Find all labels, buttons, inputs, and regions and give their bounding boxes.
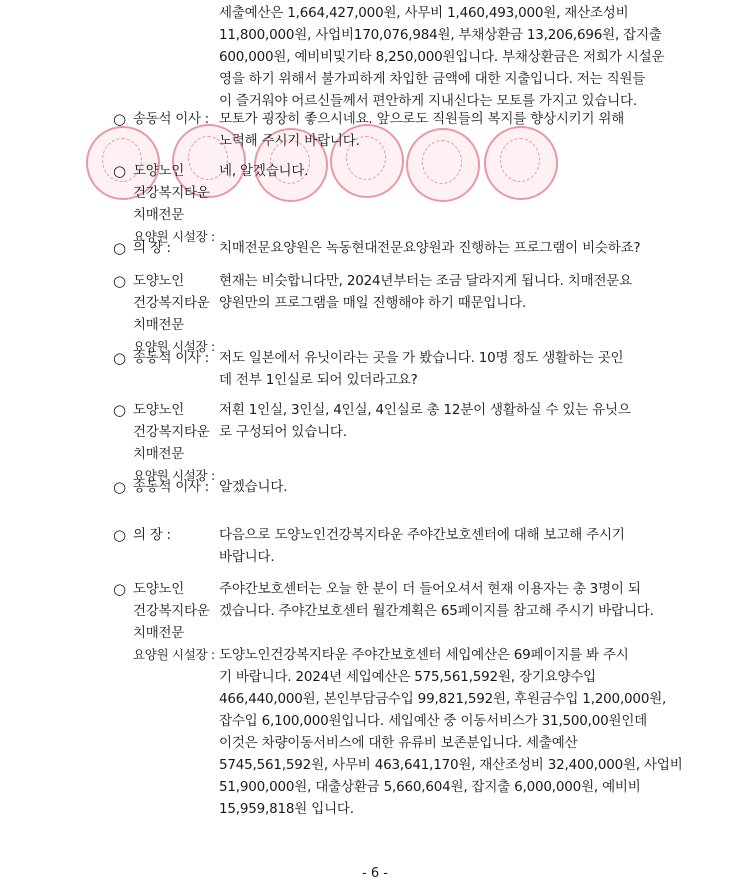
speaker-label: 의 장 : <box>133 240 171 256</box>
statement-line: 모토가 굉장히 좋으시네요. 앞으로도 직원들의 복지를 향상시키기 위해 <box>219 111 625 127</box>
statement-line: 이 즐거워야 어르신들께서 편안하게 지내신다는 모토를 가지고 있습니다. <box>219 93 637 109</box>
seal-stamp <box>406 128 480 202</box>
speaker-label: 송동석 이사 : <box>133 350 209 366</box>
speaker-label: 요양원 시설장 : <box>133 339 215 354</box>
statement-line: 알겠습니다. <box>219 479 288 495</box>
bullet-circle: ○ <box>113 478 127 496</box>
speaker-label: 치매전문 <box>133 625 184 641</box>
statement-line: 겠습니다. 주야간보호센터 월간계획은 65페이지를 참고해 주시기 바랍니다. <box>219 603 654 619</box>
statement-line: 다음으로 도양노인건강복지타운 주야간보호센터에 대해 보고해 주시기 <box>219 527 625 543</box>
statement-line: 이것은 차량이동서비스에 대한 유류비 보존분입니다. 세출예산 <box>219 735 578 751</box>
statement-line: 로 구성되어 있습니다. <box>219 424 347 440</box>
statement-line: 기 바랍니다. 2024년 세입예산은 575,561,592원, 장기요양수입 <box>219 669 597 685</box>
bullet-circle: ○ <box>113 272 127 290</box>
statement-line: 바랍니다. <box>219 549 275 565</box>
speaker-label: 도양노인 <box>133 273 184 289</box>
statement-line: 600,000원, 예비비및기타 8,250,000원입니다. 부채상환금은 저희가 시설운 <box>219 49 665 65</box>
page-number: - 6 - <box>362 866 388 881</box>
bullet-circle: ○ <box>113 526 127 544</box>
speaker-label: 건강복지타운 <box>133 603 210 619</box>
statement-line: 주야간보호센터는 오늘 한 분이 더 들어오셔서 현재 이용자는 총 3명이 되 <box>219 581 641 597</box>
speaker-label: 건강복지타운 <box>133 295 210 311</box>
speaker-label: 의 장 : <box>133 527 171 543</box>
statement-line: 네, 알겠습니다. <box>219 163 309 179</box>
bullet-circle: ○ <box>113 110 127 128</box>
bullet-circle: ○ <box>113 580 127 598</box>
statement-line: 466,440,000원, 본인부담금수입 99,821,592원, 후원금수입 1,200,000원, <box>219 691 667 707</box>
speaker-label: 송동석 이사 : <box>133 479 209 495</box>
statement-line: 저흰 1인실, 3인실, 4인실, 4인실로 총 12분이 생활하실 수 있는 유닛으 <box>219 402 631 418</box>
bullet-circle: ○ <box>113 162 127 180</box>
bullet-circle: ○ <box>113 349 127 367</box>
statement-line: 치매전문요양원은 녹동현대전문요양원과 진행하는 프로그램이 비슷하죠? <box>219 240 641 256</box>
statement-line: 11,800,000원, 사업비170,076,984원, 부채상환금 13,206,696원, 잡지출 <box>219 27 662 43</box>
speaker-label: 건강복지타운 <box>133 424 210 440</box>
speaker-label: 도양노인 <box>133 402 184 418</box>
statement-line: 양원만의 프로그램을 매일 진행해야 하기 때문입니다. <box>219 295 527 311</box>
speaker-label: 요양원 시설장 : <box>133 229 215 244</box>
statement-line: 현재는 비슷합니다만, 2024년부터는 조금 달라지게 됩니다. 치매전문요 <box>219 273 632 289</box>
statement-line: 잡수입 6,100,000원입니다. 세입예산 중 이동서비스가 31,500,00원인데 <box>219 713 648 729</box>
speaker-label: 요양원 시설장 : <box>133 647 215 662</box>
statement-line: 도양노인건강복지타운 주야간보호센터 세입예산은 69페이지를 봐 주시 <box>219 647 629 663</box>
speaker-label: 치매전문 <box>133 446 184 462</box>
statement-line: 15,959,818원 입니다. <box>219 801 354 817</box>
seal-stamp <box>484 126 558 200</box>
speaker-label: 도양노인 <box>133 163 184 179</box>
statement-line: 노력해 주시기 바랍니다. <box>219 133 360 149</box>
statement-line: 영을 하기 위해서 불가피하게 차입한 금액에 대한 지출입니다. 저는 직원들 <box>219 71 646 87</box>
speaker-label: 요양원 시설장 : <box>133 468 215 483</box>
speaker-label: 치매전문 <box>133 317 184 333</box>
statement-line: 데 전부 1인실로 되어 있더라고요? <box>219 372 418 388</box>
bullet-circle: ○ <box>113 239 127 257</box>
statement-line: 5745,561,592원, 사무비 463,641,170원, 재산조성비 32,400,000원, 사업비 <box>219 757 683 773</box>
statement-line: 세출예산은 1,664,427,000원, 사무비 1,460,493,000원, 재산조성비 <box>219 5 629 21</box>
speaker-label: 도양노인 <box>133 581 184 597</box>
statement-line: 51,900,000원, 대출상환금 5,660,604원, 잡지출 6,000,000원, 예비비 <box>219 779 641 795</box>
statement-line: 저도 일본에서 유닛이라는 곳을 가 봤습니다. 10명 정도 생활하는 곳인 <box>219 350 624 366</box>
bullet-circle: ○ <box>113 401 127 419</box>
speaker-label: 건강복지타운 <box>133 185 210 201</box>
speaker-label: 송동석 이사 : <box>133 111 209 127</box>
speaker-label: 치매전문 <box>133 207 184 223</box>
